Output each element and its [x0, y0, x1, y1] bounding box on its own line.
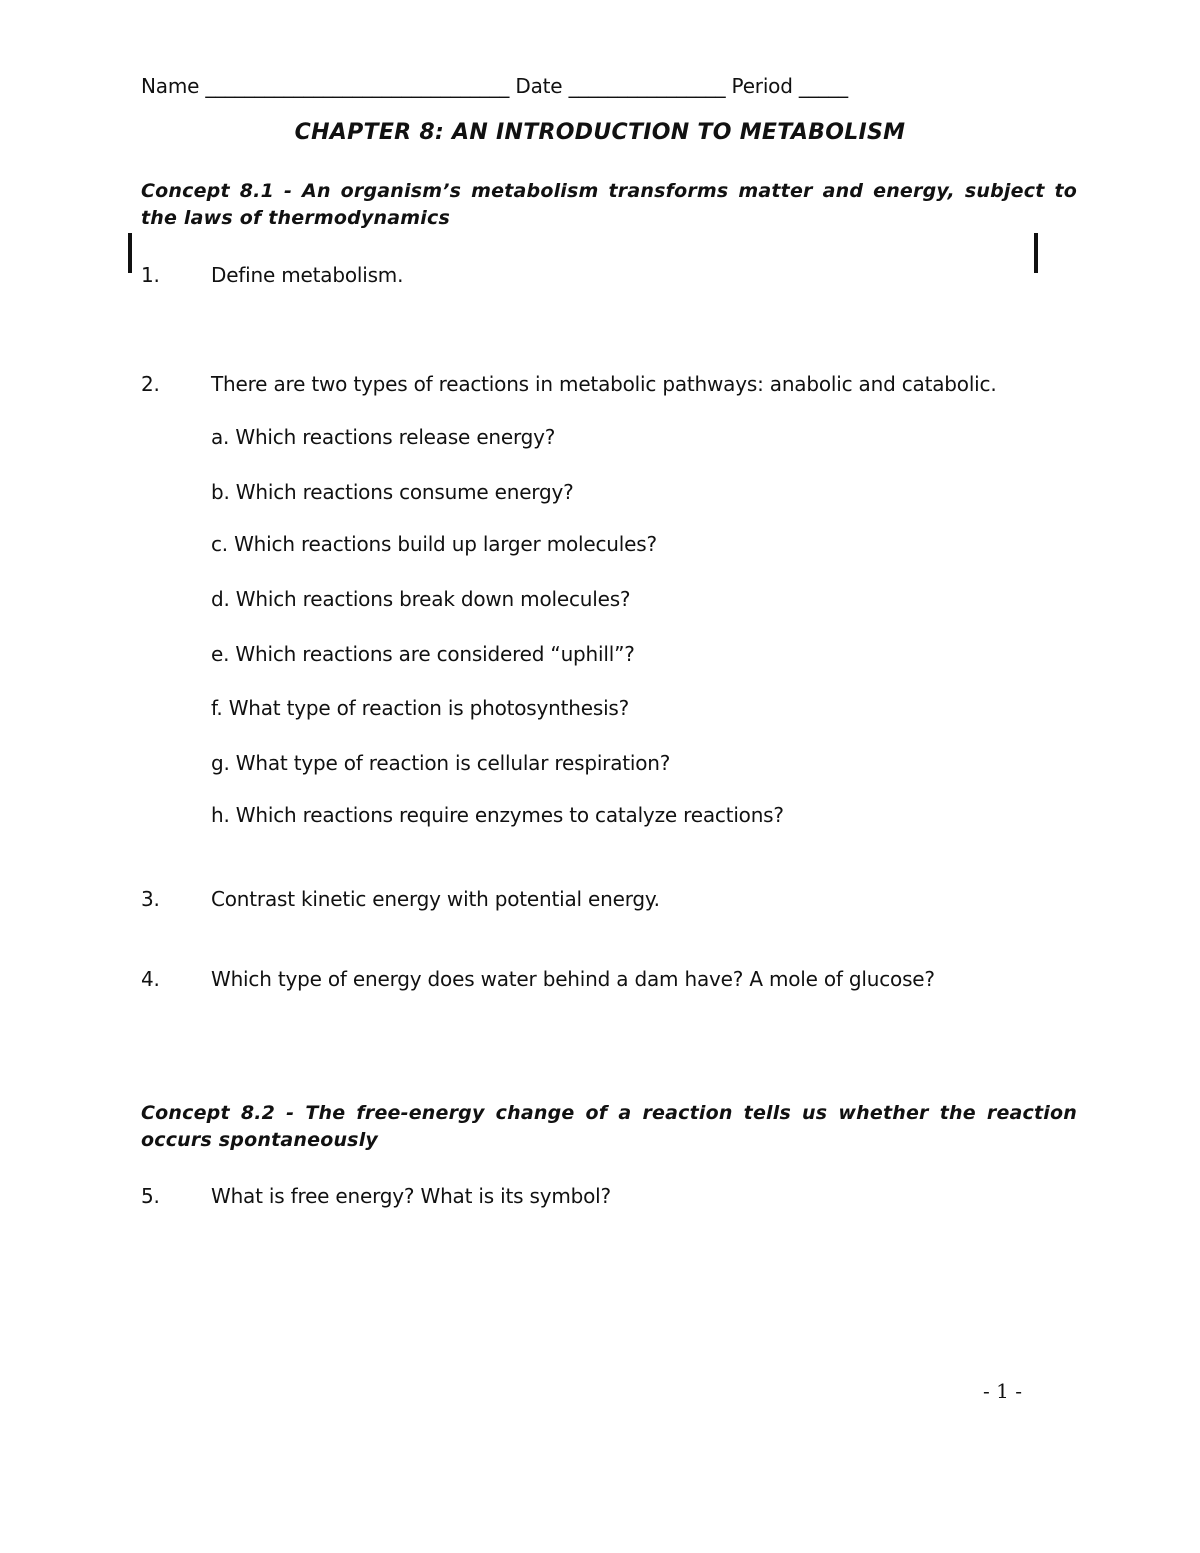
question-2c: c. Which reactions build up larger molecules? — [211, 532, 657, 556]
question-2d: d. Which reactions break down molecules? — [211, 587, 631, 611]
concept-8-1-heading: Concept 8.1 - An organism’s metabolism transforms matter and energy, subject to the laws of thermodynamics — [141, 180, 1077, 229]
question-3-number: 3. — [141, 887, 160, 911]
name-label: Name — [141, 74, 200, 98]
question-3-text: Contrast kinetic energy with potential energy. — [211, 887, 660, 911]
question-5-text: What is free energy? What is its symbol? — [211, 1184, 611, 1208]
question-2b: b. Which reactions consume energy? — [211, 480, 574, 504]
page-number: - 1 - — [983, 1379, 1022, 1403]
question-2g: g. What type of reaction is cellular respiration? — [211, 751, 671, 775]
question-2-text: There are two types of reactions in metabolic pathways: anabolic and catabolic. — [211, 372, 997, 396]
change-bar-right — [1034, 233, 1038, 273]
period-field[interactable]: _____ — [798, 74, 848, 98]
chapter-title: CHAPTER 8: AN INTRODUCTION TO METABOLISM — [294, 120, 906, 145]
question-4-number: 4. — [141, 967, 160, 991]
concept-8-2-heading: Concept 8.2 - The free-energy change of a reaction tells us whether the reaction occurs spontaneously — [141, 1102, 1077, 1151]
question-4-text: Which type of energy does water behind a dam have? A mole of glucose? — [211, 967, 935, 991]
question-1-text: Define metabolism. — [211, 263, 404, 287]
question-2h: h. Which reactions require enzymes to catalyze reactions? — [211, 803, 784, 827]
question-2f: f. What type of reaction is photosynthesis? — [211, 696, 630, 720]
date-field[interactable]: ________________ — [568, 74, 726, 98]
date-label: Date — [515, 74, 563, 98]
question-5-number: 5. — [141, 1184, 160, 1208]
name-field[interactable]: _______________________________ — [205, 74, 510, 98]
question-2a: a. Which reactions release energy? — [211, 425, 556, 449]
question-1-number: 1. — [141, 263, 160, 287]
change-bar-left — [128, 233, 132, 273]
period-label: Period — [731, 74, 793, 98]
header-line — [141, 74, 848, 98]
question-2e: e. Which reactions are considered “uphill”? — [211, 642, 635, 666]
question-2-number: 2. — [141, 372, 160, 396]
